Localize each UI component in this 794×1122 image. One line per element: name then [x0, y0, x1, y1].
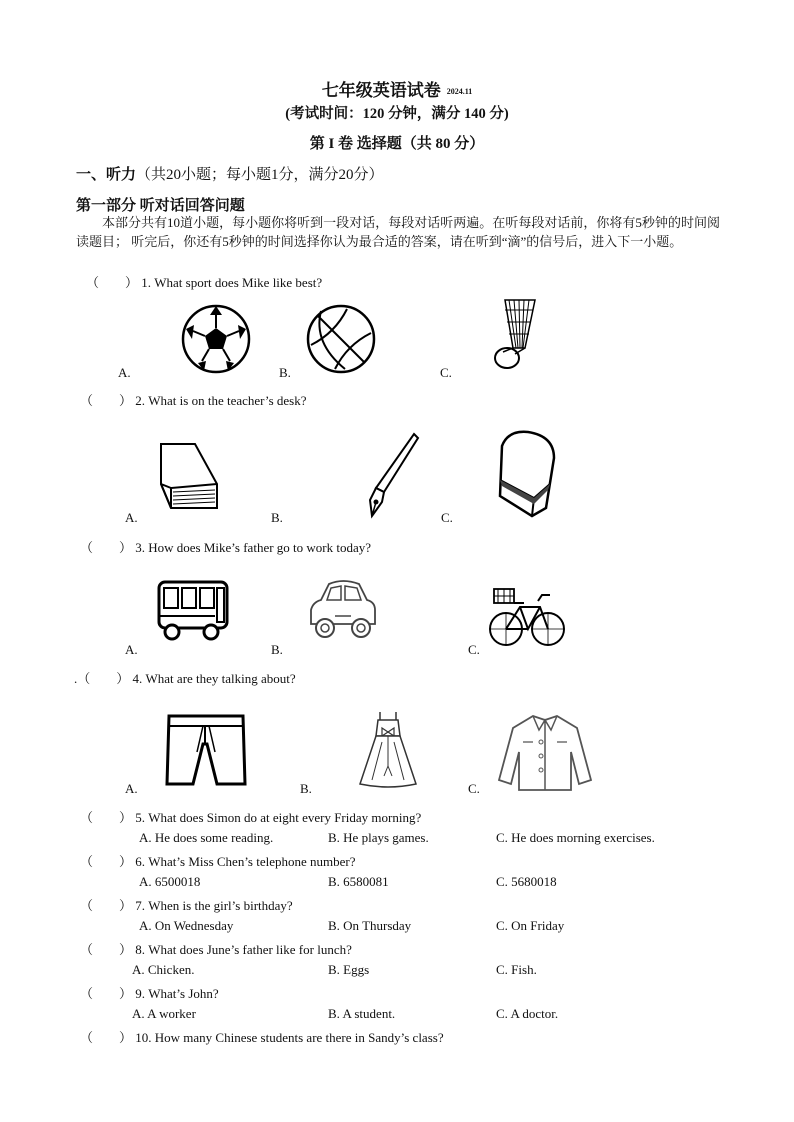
option-c[interactable]: C. He does morning exercises.	[496, 830, 655, 845]
option-b[interactable]: B. He plays games.	[328, 830, 429, 845]
answer-paren[interactable]: （ ）	[80, 1030, 133, 1045]
option-label-a[interactable]: A.	[125, 642, 138, 657]
question-text: 9. What’s John?	[135, 986, 219, 1001]
part-instructions: 本部分共有10道小题，每小题你将听到一段对话，每段对话听两遍。在听每段对话前，你将有5秒钟的时间阅读题目； 听完后，你还有5秒钟的时间选择你认为最合适的答案，请在听到“滴”的信号后，进入下一小题。	[76, 215, 720, 249]
question-6	[80, 851, 356, 870]
option-label-b[interactable]: B.	[271, 642, 283, 657]
pen-icon	[362, 430, 422, 522]
question-10	[80, 1027, 444, 1046]
question-4	[74, 668, 296, 687]
bus-icon	[155, 578, 231, 644]
dress-icon	[358, 708, 418, 790]
question-text: 5. What does Simon do at eight every Friday morning?	[135, 810, 422, 825]
answer-paren[interactable]: （ ）	[80, 810, 133, 825]
answer-paren[interactable]: （ ）	[80, 898, 133, 913]
answer-paren[interactable]: （ ）	[86, 275, 139, 290]
title-text: 七年级英语试卷	[321, 81, 441, 100]
option-c[interactable]: C. Fish.	[496, 962, 537, 977]
option-b[interactable]: B. 6580081	[328, 874, 389, 889]
question-text: 3. How does Mike’s father go to work today?	[135, 540, 372, 555]
soccer-ball-icon	[180, 303, 252, 375]
exam-subtitle: (考试时间：120 分钟，满分 140 分)	[285, 106, 509, 122]
question-text: 7. When is the girl’s birthday?	[135, 898, 293, 913]
section-heading	[76, 163, 384, 184]
shorts-icon	[163, 712, 249, 788]
option-c[interactable]: C. 5680018	[496, 874, 557, 889]
option-label-c[interactable]: C.	[468, 642, 480, 657]
volume-heading: 第 I 卷 选择题（共 80 分）	[309, 136, 485, 152]
option-label-c[interactable]: C.	[468, 781, 480, 796]
question-text: 10. How many Chinese students are there in Sandy’s class?	[135, 1030, 444, 1045]
section-title: 一、听力	[76, 167, 137, 183]
question-2	[80, 390, 307, 409]
answer-paren[interactable]: （ ）	[80, 540, 133, 555]
option-label-a[interactable]: A.	[125, 781, 138, 796]
part-heading: 第一部分 听对话回答问题	[76, 198, 245, 214]
option-a[interactable]: A. He does some reading.	[139, 830, 274, 845]
option-b[interactable]: B. On Thursday	[328, 918, 412, 933]
question-3	[80, 537, 371, 556]
question-text: 2. What is on the teacher’s desk?	[135, 393, 307, 408]
option-b[interactable]: B. Eggs	[328, 962, 370, 977]
answer-paren[interactable]: （ ）	[80, 854, 133, 869]
jacket-icon	[495, 712, 595, 794]
option-a[interactable]: A. A worker	[132, 1006, 196, 1021]
shuttlecock-icon	[485, 296, 551, 374]
option-b[interactable]: B. A student.	[328, 1006, 396, 1021]
option-label-b[interactable]: B.	[271, 510, 283, 525]
option-label-a[interactable]: A.	[118, 365, 131, 380]
bicycle-icon	[486, 583, 568, 649]
answer-paren[interactable]: （ ）	[80, 986, 133, 1001]
option-label-c[interactable]: C.	[440, 365, 452, 380]
exam-title	[0, 76, 794, 101]
question-9	[80, 983, 219, 1002]
question-8	[80, 939, 352, 958]
book-icon	[155, 440, 223, 515]
question-5	[80, 807, 421, 826]
option-label-a[interactable]: A.	[125, 510, 138, 525]
option-label-b[interactable]: B.	[300, 781, 312, 796]
question-7	[80, 895, 293, 914]
answer-paren[interactable]: .（ ）	[74, 671, 130, 686]
option-c[interactable]: C. On Friday	[496, 918, 565, 933]
exam-date: 2024.11	[446, 87, 473, 96]
question-text: 4. What are they talking about?	[132, 671, 296, 686]
basketball-icon	[305, 303, 377, 375]
car-icon	[305, 578, 381, 644]
eraser-icon	[492, 428, 562, 520]
question-1	[86, 272, 322, 291]
answer-paren[interactable]: （ ）	[80, 393, 133, 408]
question-text: 6. What’s Miss Chen’s telephone number?	[135, 854, 356, 869]
option-a[interactable]: A. Chicken.	[132, 962, 195, 977]
option-c[interactable]: C. A doctor.	[496, 1006, 559, 1021]
question-text: 1. What sport does Mike like best?	[141, 275, 323, 290]
answer-paren[interactable]: （ ）	[80, 942, 133, 957]
option-a[interactable]: A. 6500018	[139, 874, 201, 889]
section-note: （共20小题；每小题1分，满分20分）	[136, 167, 384, 183]
option-label-b[interactable]: B.	[279, 365, 291, 380]
option-label-c[interactable]: C.	[441, 510, 453, 525]
option-a[interactable]: A. On Wednesday	[139, 918, 234, 933]
question-text: 8. What does June’s father like for lunch?	[135, 942, 352, 957]
